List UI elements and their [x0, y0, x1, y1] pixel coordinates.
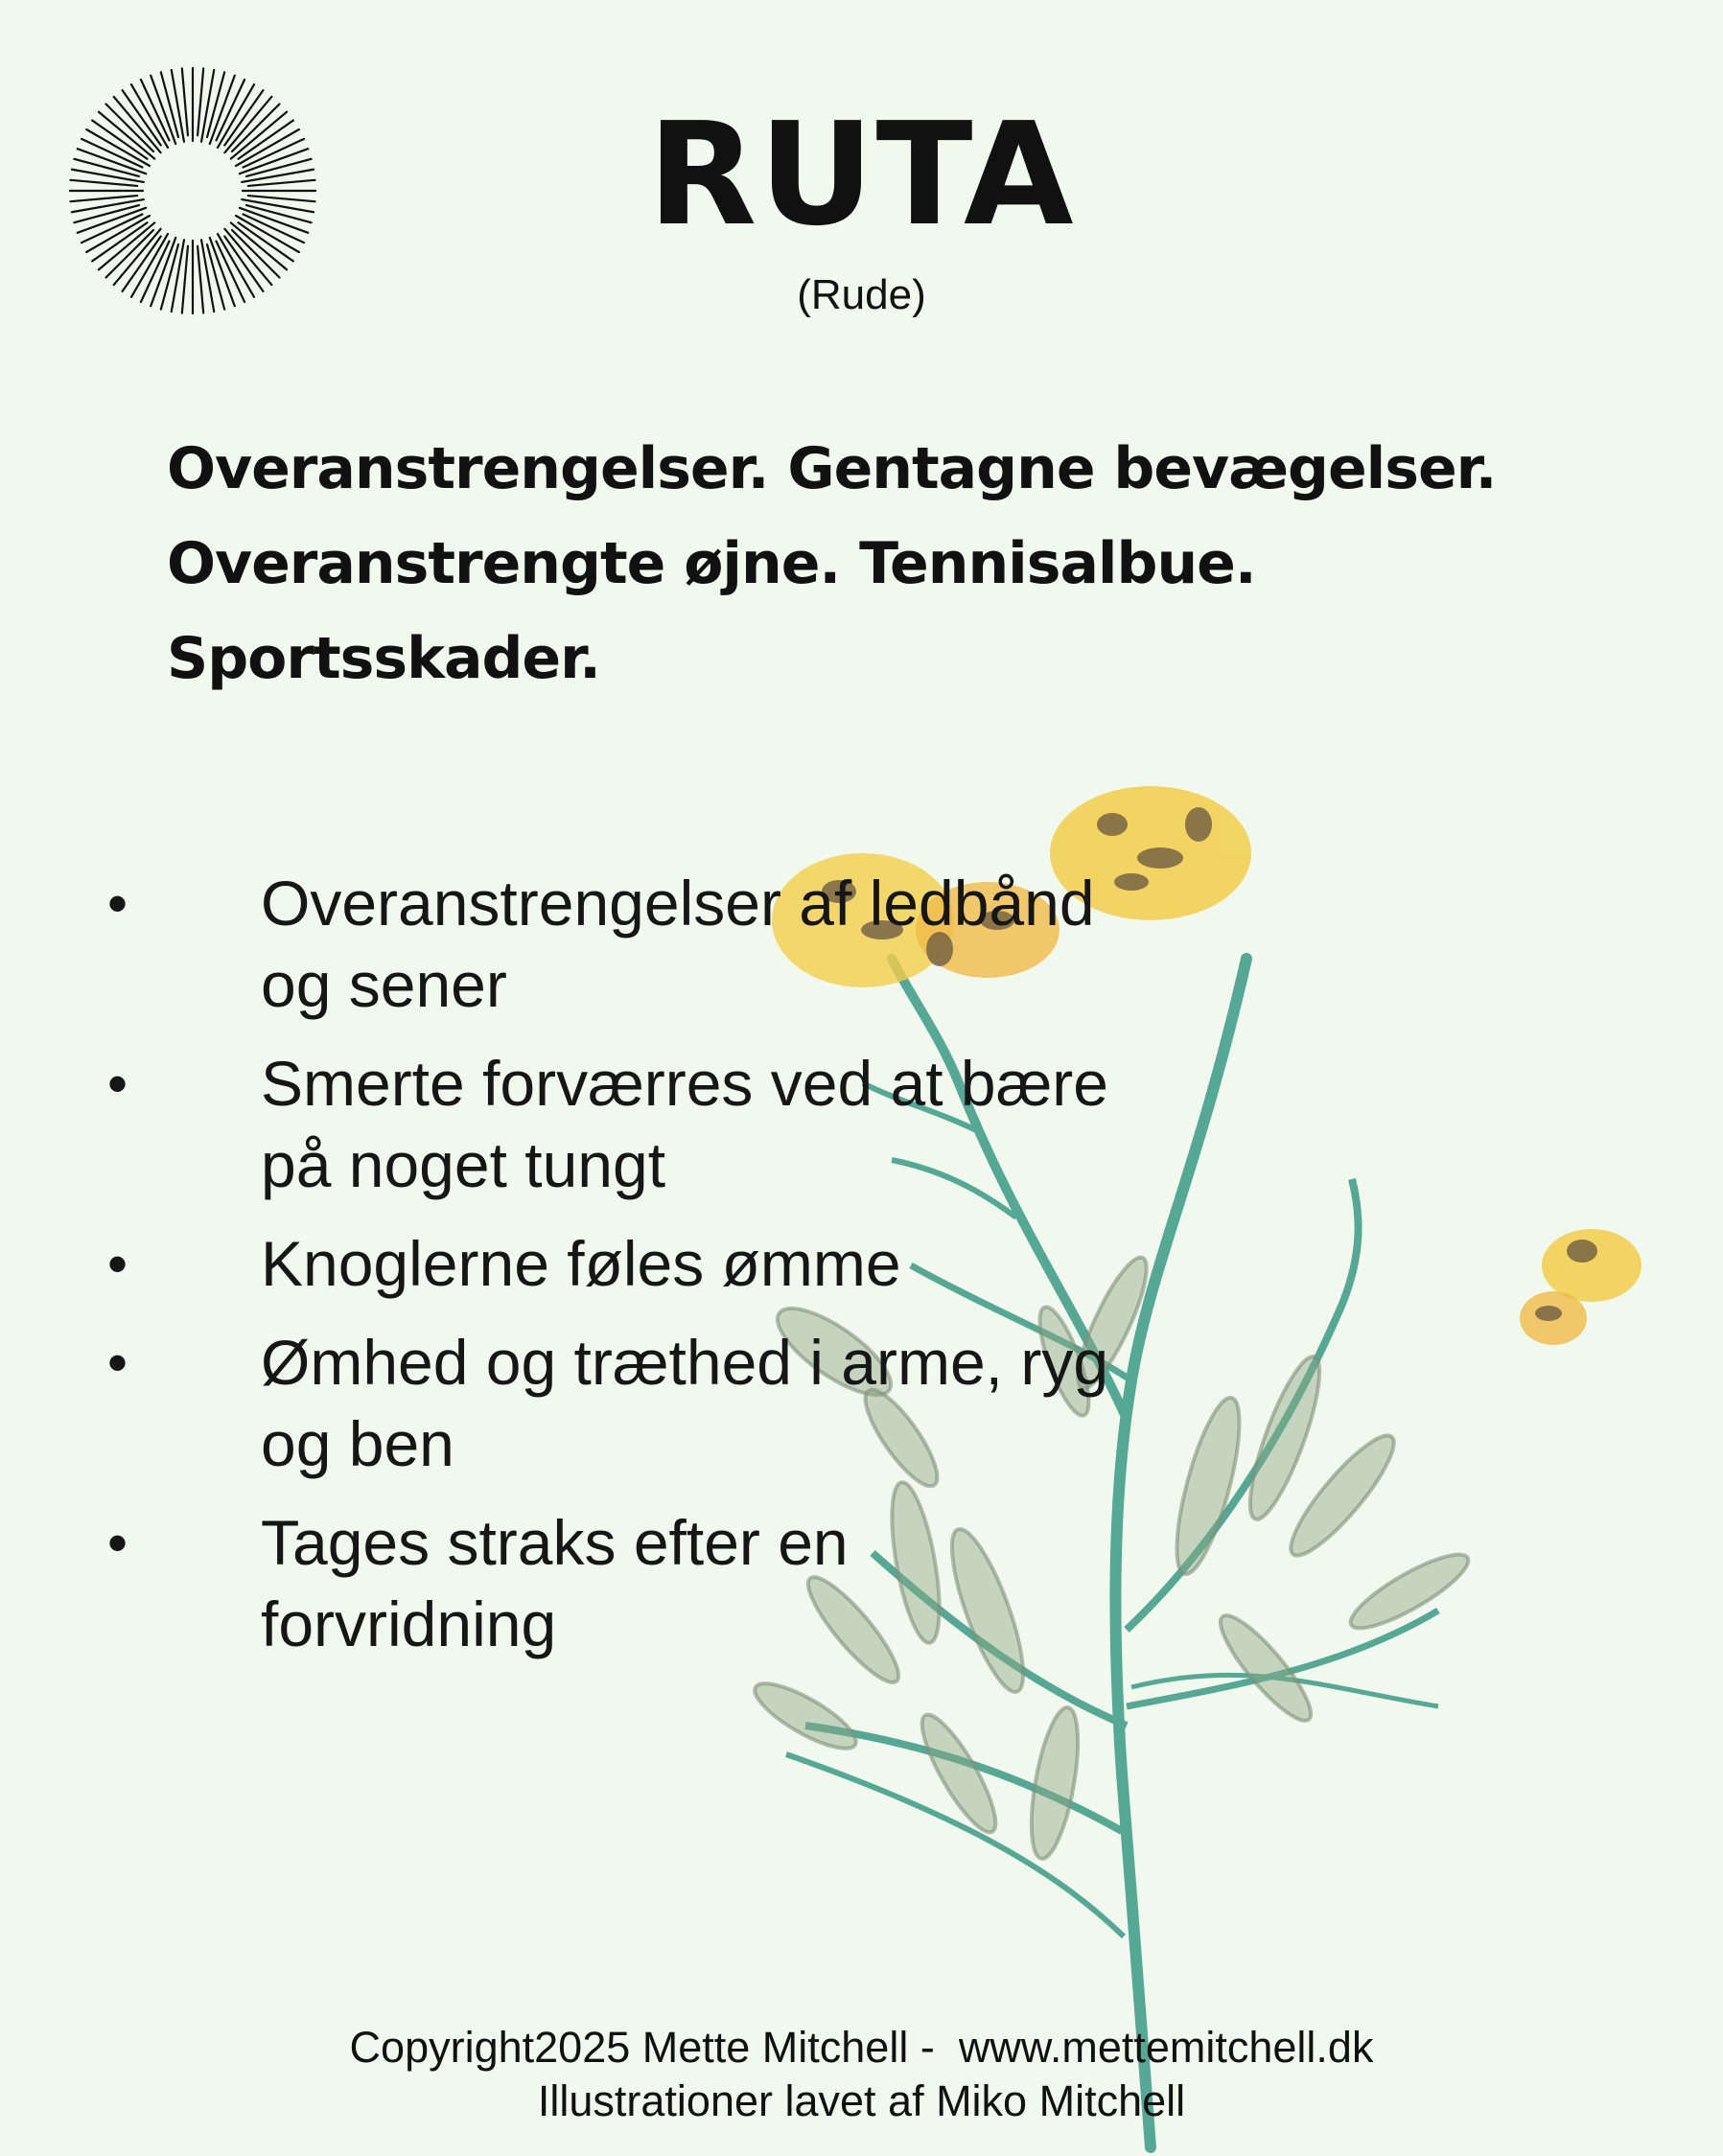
copyright-text: Copyright2025 Mette Mitchell - www.mettemitchell.dk: [349, 2023, 1374, 2072]
page-subtitle: (Rude): [797, 271, 926, 318]
list-item: [105, 1223, 1122, 1305]
bullet: •: [107, 871, 128, 936]
bullet: •: [107, 1232, 128, 1296]
symptom-text: Overanstrengelser af ledbånd og sener: [261, 868, 1095, 1020]
symptom-text: Smerte forværres ved at bære på noget tungt: [261, 1048, 1108, 1200]
list-item: [105, 1322, 1122, 1485]
bullet: •: [107, 1511, 128, 1575]
list-item: [105, 863, 1122, 1026]
footer: [0, 2021, 1723, 2128]
symptom-text: Tages straks efter en forvridning: [261, 1507, 849, 1659]
summary-text: Overanstrengelser. Gentagne bevægelser. Overanstrengte øjne. Tennisalbue. Sportsskader.: [167, 435, 1497, 692]
bullet: •: [107, 1331, 128, 1395]
illustration-credit: Illustrationer lavet af Miko Mitchell: [537, 2076, 1186, 2125]
symptom-list: [105, 863, 1122, 1682]
symptom-text: Knoglerne føles ømme: [261, 1228, 901, 1299]
list-item: [105, 1502, 1122, 1665]
bullet: •: [107, 1052, 128, 1116]
page-title: RUTA: [647, 92, 1076, 257]
list-item: [105, 1043, 1122, 1206]
symptom-text: Ømhed og træthed i arme, ryg og ben: [261, 1327, 1109, 1479]
